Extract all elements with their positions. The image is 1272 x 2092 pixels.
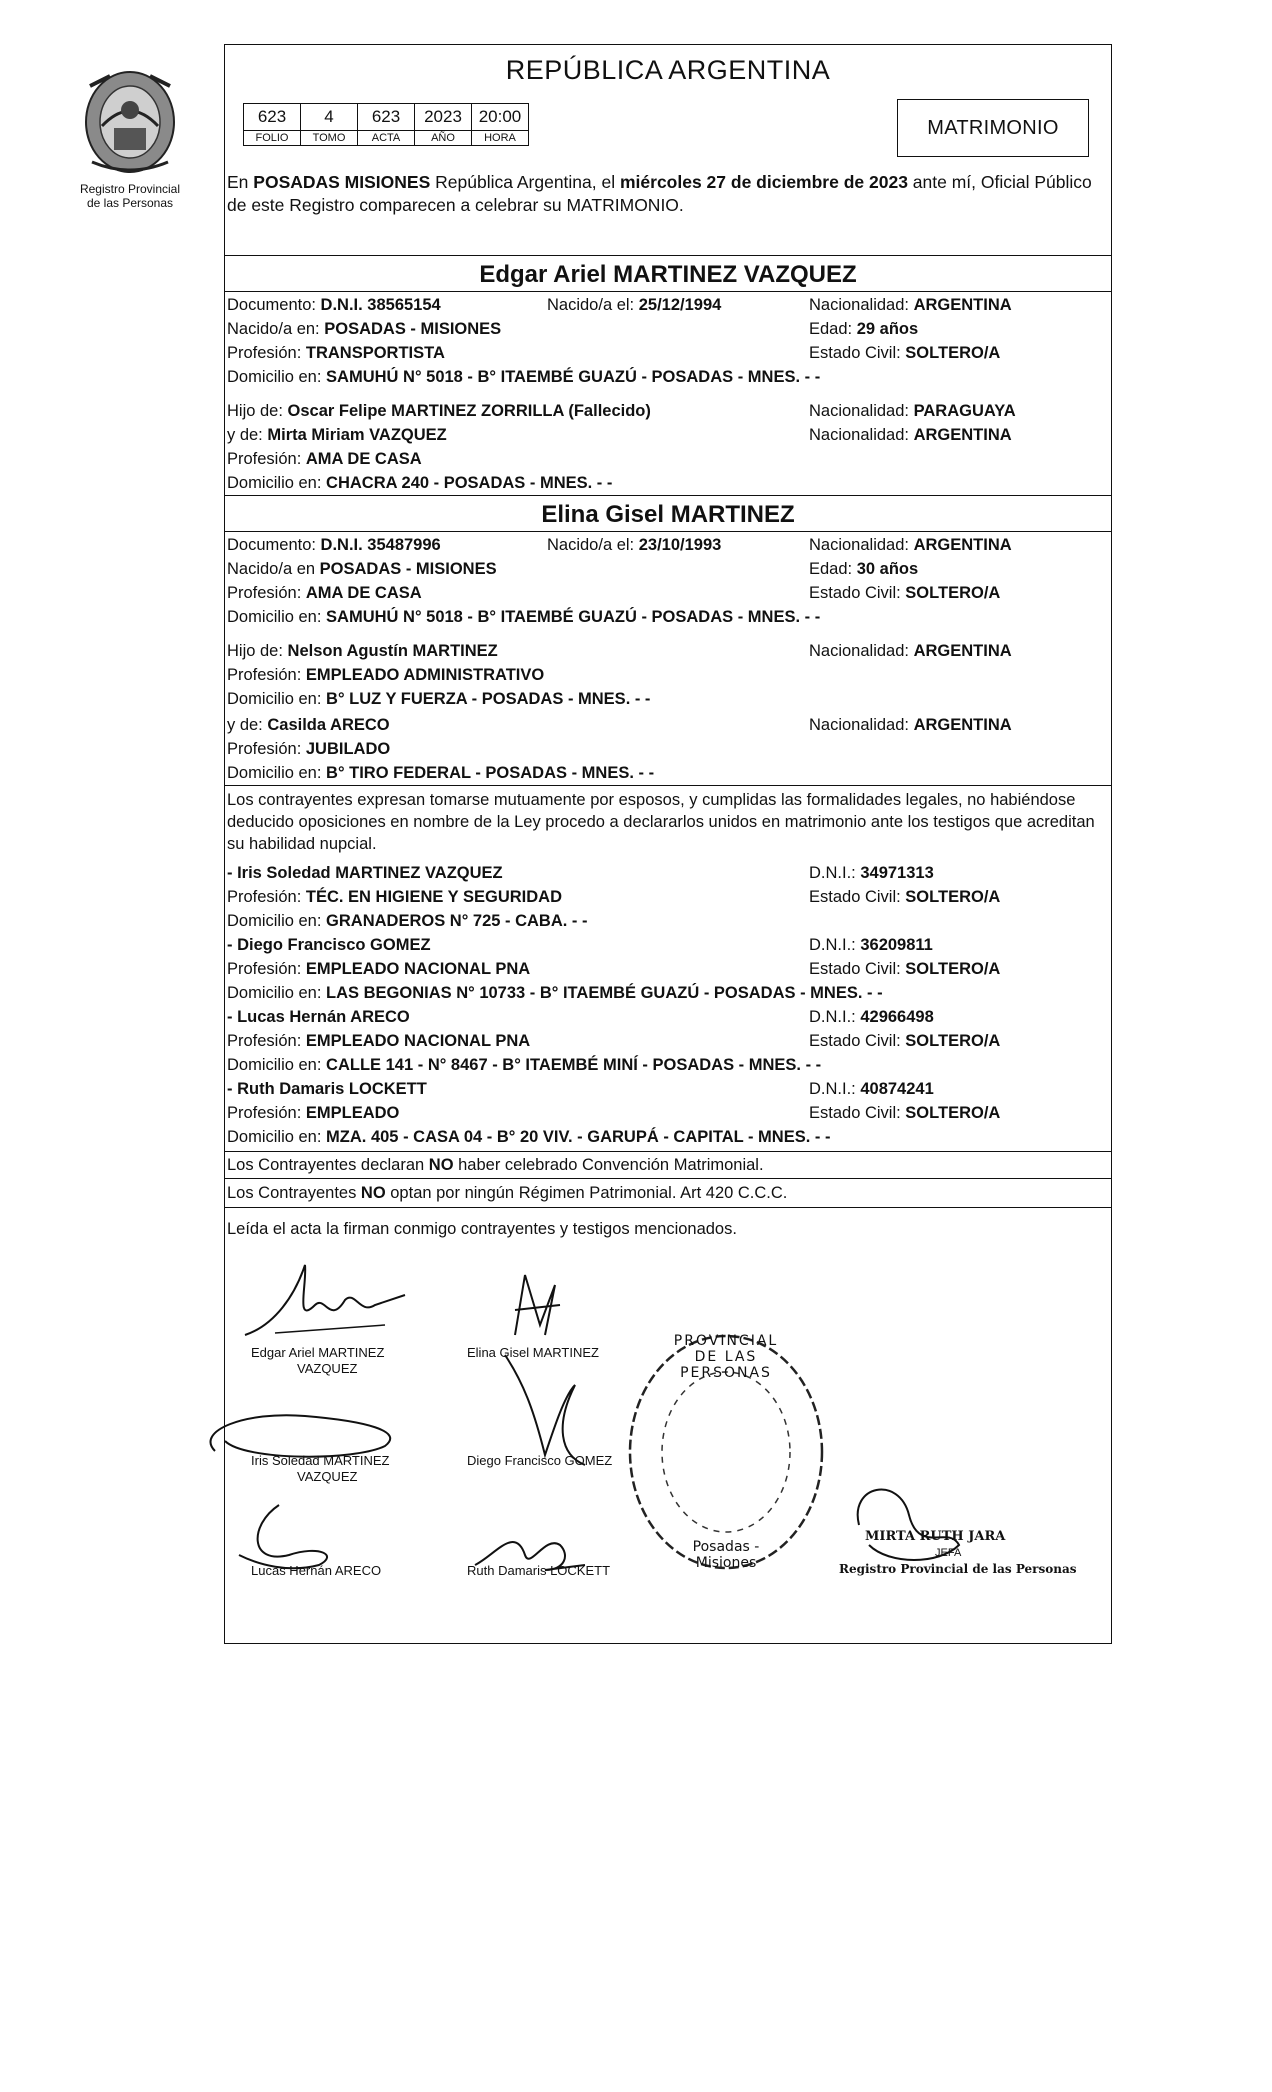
witness3-name xyxy=(227,1007,410,1027)
label: Profesión: xyxy=(227,960,306,978)
value: 23/10/1993 xyxy=(638,536,722,554)
divider xyxy=(225,531,1111,532)
label: D.N.I.: xyxy=(809,1080,861,1098)
label: Profesión: xyxy=(227,888,306,906)
label: Domicilio en: xyxy=(227,368,327,386)
text: VAZQUEZ xyxy=(297,1361,358,1376)
spouse2-mother-address xyxy=(227,763,654,783)
label: Estado Civil: xyxy=(809,584,906,602)
value: POSADAS - MISIONES xyxy=(324,320,502,338)
spouse1-address xyxy=(227,367,820,387)
convention-clause xyxy=(227,1155,764,1175)
label: Estado Civil: xyxy=(809,960,906,978)
signature-witness1-icon xyxy=(185,1401,425,1471)
value: ARGENTINA xyxy=(913,642,1012,660)
official-organization: Registro Provincial de las Personas xyxy=(839,1562,1077,1576)
witness3-civil-status xyxy=(809,1031,1000,1051)
value: D.N.I. 38565154 xyxy=(320,296,441,314)
value: AMA DE CASA xyxy=(305,584,422,602)
official-role: JEFA xyxy=(935,1547,962,1559)
value: 42966498 xyxy=(860,1008,934,1026)
signature-spouse2-icon xyxy=(495,1265,575,1345)
divider xyxy=(225,291,1111,292)
spouse1-mother-nationality xyxy=(809,425,1012,445)
spouse1-name: Edgar Ariel MARTINEZ VAZQUEZ xyxy=(479,261,857,288)
value: MZA. 405 - CASA 04 - B° 20 VIV. - GARUPÁ - CAPITAL - MNES. - - xyxy=(326,1128,831,1146)
witness1-name xyxy=(227,863,503,883)
label: Profesión: xyxy=(227,450,306,468)
signature-witness2-icon xyxy=(485,1345,605,1475)
witness2-address xyxy=(227,983,883,1003)
spouse2-birthdate xyxy=(547,535,721,555)
value: B° LUZ Y FUERZA - POSADAS - MNES. - - xyxy=(326,690,651,708)
label: D.N.I.: xyxy=(809,1008,861,1026)
label: Domicilio en: xyxy=(227,912,327,930)
label: Nacionalidad: xyxy=(809,642,914,660)
witness3-address xyxy=(227,1055,821,1075)
text: NO xyxy=(360,1184,386,1202)
value: EMPLEADO NACIONAL PNA xyxy=(305,1032,531,1050)
divider xyxy=(225,1151,1111,1152)
label: Domicilio en: xyxy=(227,608,327,626)
value: TRANSPORTISTA xyxy=(305,344,445,362)
value: SOLTERO/A xyxy=(905,1032,1001,1050)
label: Documento: xyxy=(227,536,321,554)
label: Estado Civil: xyxy=(809,344,906,362)
spouse2-mother xyxy=(227,715,390,735)
signature-name-witness3: Lucas Hernán ARECO xyxy=(251,1563,382,1578)
witness1-civil-status xyxy=(809,887,1000,907)
spouse1-age xyxy=(809,319,918,339)
label: Profesión: xyxy=(227,740,306,758)
signature-witness4-icon xyxy=(465,1515,585,1585)
label: Profesión: xyxy=(227,584,306,602)
page-title: REPÚBLICA ARGENTINA xyxy=(505,55,831,85)
text: Edgar Ariel MARTINEZ xyxy=(251,1345,385,1360)
value: SOLTERO/A xyxy=(905,584,1001,602)
spouse1-mother xyxy=(227,425,447,445)
value: PARAGUAYA xyxy=(913,402,1016,420)
divider xyxy=(225,785,1111,786)
witness2-civil-status xyxy=(809,959,1000,979)
tomo-label: TOMO xyxy=(301,131,358,146)
value: Oscar Felipe MARTINEZ ZORRILLA (Fallecido) xyxy=(287,402,651,420)
value: JUBILADO xyxy=(305,740,391,758)
text: Los Contrayentes declaran xyxy=(227,1156,429,1174)
label: Profesión: xyxy=(227,1104,306,1122)
value: Casilda ARECO xyxy=(267,716,390,734)
witness2-name xyxy=(227,935,431,955)
hora-label: HORA xyxy=(472,131,529,146)
spouse1-father-nationality xyxy=(809,401,1016,421)
value: 30 años xyxy=(856,560,919,578)
text: Los Contrayentes xyxy=(227,1184,361,1202)
value: ARGENTINA xyxy=(913,536,1012,554)
intro-text-3: ante mí, Oficial Público de este Registro comparecen a celebrar su MATRIMONIO. xyxy=(227,172,1092,215)
signature-spouse1-icon xyxy=(235,1255,415,1345)
label: Domicilio en: xyxy=(227,1056,327,1074)
declaration-paragraph: Los contrayentes expresan tomarse mutuamente por esposos, y cumplidas las formalidades legales, no habiéndose deducido oposiciones en nombre de la Ley procedo a declararlos unidos en matrimonio ante los testigos que acreditan su habilidad nupcial. xyxy=(227,791,1095,853)
label: Domicilio en: xyxy=(227,984,327,1002)
label: y de: xyxy=(227,716,268,734)
value: D.N.I. 35487996 xyxy=(320,536,441,554)
stamp-ring-text: PROVINCIAL DE LAS PERSONAS xyxy=(673,1333,779,1381)
issuer-caption-line1: Registro Provincial xyxy=(79,182,181,196)
value: 34971313 xyxy=(860,864,934,882)
hora-value: 20:00 xyxy=(472,104,529,131)
label: Profesión: xyxy=(227,1032,306,1050)
marriage-certificate xyxy=(224,44,1112,1644)
value: Mirta Miriam VAZQUEZ xyxy=(267,426,447,444)
value: ARGENTINA xyxy=(913,426,1012,444)
label: Nacionalidad: xyxy=(809,296,914,314)
spouse2-name: Elina Gisel MARTINEZ xyxy=(541,501,795,528)
stamp-inner-text: Posadas - Misiones xyxy=(692,1539,760,1571)
intro-place: POSADAS MISIONES xyxy=(253,172,431,192)
value: SAMUHÚ N° 5018 - B° ITAEMBÉ GUAZÚ - POSADAS - MNES. - - xyxy=(326,368,821,386)
label: Edad: xyxy=(809,560,857,578)
divider xyxy=(225,1178,1111,1179)
spouse2-civil-status xyxy=(809,583,1000,603)
label: Nacionalidad: xyxy=(809,426,914,444)
value: 29 años xyxy=(856,320,919,338)
signature-name-witness4: Ruth Damaris LOCKETT xyxy=(467,1563,611,1578)
label: Nacionalidad: xyxy=(809,402,914,420)
value: 40874241 xyxy=(860,1080,934,1098)
label: Edad: xyxy=(809,320,857,338)
label: Hijo de: xyxy=(227,642,288,660)
divider xyxy=(225,255,1111,256)
document-type-box: MATRIMONIO xyxy=(897,99,1089,157)
intro-text-1: En xyxy=(227,172,254,192)
spouse1-father xyxy=(227,401,651,421)
spouse2-age xyxy=(809,559,918,579)
label: Domicilio en: xyxy=(227,1128,327,1146)
label: Nacionalidad: xyxy=(809,536,914,554)
value: TÉC. EN HIGIENE Y SEGURIDAD xyxy=(305,888,562,906)
spouse2-address xyxy=(227,607,820,627)
regime-clause xyxy=(227,1183,787,1203)
spouse1-nationality xyxy=(809,295,1012,315)
spouse1-birthplace xyxy=(227,319,501,339)
value: - Ruth Damaris LOCKETT xyxy=(227,1080,427,1098)
label: D.N.I.: xyxy=(809,936,861,954)
spouse1-birthdate xyxy=(547,295,721,315)
label: Estado Civil: xyxy=(809,1104,906,1122)
witness2-profession xyxy=(227,959,530,979)
registry-stamp xyxy=(621,1327,831,1577)
spouse2-mother-profession xyxy=(227,739,390,759)
value: - Iris Soledad MARTINEZ VAZQUEZ xyxy=(227,864,503,882)
witness1-dni xyxy=(809,863,934,883)
witness4-civil-status xyxy=(809,1103,1000,1123)
acta-value: 623 xyxy=(358,104,415,131)
issuer-block xyxy=(52,66,208,210)
witness1-address xyxy=(227,911,588,931)
spouse1-profession xyxy=(227,343,445,363)
signature-name-spouse2: Elina Gisel MARTINEZ xyxy=(467,1345,599,1360)
value: - Lucas Hernán ARECO xyxy=(227,1008,410,1026)
spouse2-mother-nationality xyxy=(809,715,1012,735)
label: Profesión: xyxy=(227,344,306,362)
witness2-dni xyxy=(809,935,933,955)
official-name: MIRTA RUTH JARA xyxy=(865,1529,1006,1544)
witness4-address xyxy=(227,1127,830,1147)
value: ARGENTINA xyxy=(913,716,1012,734)
value: AMA DE CASA xyxy=(305,450,422,468)
folio-value: 623 xyxy=(244,104,301,131)
value: SOLTERO/A xyxy=(905,344,1001,362)
value: CHACRA 240 - POSADAS - MNES. - - xyxy=(326,474,613,492)
text: haber celebrado Convención Matrimonial. xyxy=(453,1156,764,1174)
value: ARGENTINA xyxy=(913,296,1012,314)
label: Estado Civil: xyxy=(809,888,906,906)
signature-name-witness2: Diego Francisco GOMEZ xyxy=(467,1453,613,1468)
acta-label: ACTA xyxy=(358,131,415,146)
value: - Diego Francisco GOMEZ xyxy=(227,936,431,954)
tomo-value: 4 xyxy=(301,104,358,131)
label: Nacido/a en xyxy=(227,560,320,578)
label: Profesión: xyxy=(227,666,306,684)
witness3-dni xyxy=(809,1007,934,1027)
signature-witness3-icon xyxy=(229,1495,349,1575)
value: 36209811 xyxy=(860,936,933,954)
value: CALLE 141 - N° 8467 - B° ITAEMBÉ MINÍ - POSADAS - MNES. - - xyxy=(326,1056,822,1074)
label: Domicilio en: xyxy=(227,764,327,782)
value: B° TIRO FEDERAL - POSADAS - MNES. - - xyxy=(326,764,655,782)
text: NO xyxy=(428,1156,454,1174)
label: Domicilio en: xyxy=(227,690,327,708)
label: Estado Civil: xyxy=(809,1032,906,1050)
divider xyxy=(225,495,1111,496)
intro-paragraph xyxy=(227,171,1107,217)
intro-text-2: República Argentina, el xyxy=(430,172,620,192)
spouse2-father-nationality xyxy=(809,641,1012,661)
label: Documento: xyxy=(227,296,321,314)
signature-name-spouse1 xyxy=(251,1345,384,1377)
label: Hijo de: xyxy=(227,402,288,420)
spouse2-birthplace xyxy=(227,559,497,579)
witness4-name xyxy=(227,1079,427,1099)
closing-statement: Leída el acta la firman conmigo contrayentes y testigos mencionados. xyxy=(227,1220,737,1238)
label: Nacionalidad: xyxy=(809,716,914,734)
value: SOLTERO/A xyxy=(905,888,1001,906)
spouse1-civil-status xyxy=(809,343,1000,363)
spouse2-father-address xyxy=(227,689,650,709)
anio-value: 2023 xyxy=(415,104,472,131)
witness3-profession xyxy=(227,1031,530,1051)
spouse2-father-profession xyxy=(227,665,544,685)
spouse2-document xyxy=(227,535,441,555)
value: 25/12/1994 xyxy=(638,296,722,314)
issuer-caption-line2: de las Personas xyxy=(86,196,174,210)
label: Nacido/a en: xyxy=(227,320,325,338)
label: y de: xyxy=(227,426,268,444)
folio-label: FOLIO xyxy=(244,131,301,146)
label: Domicilio en: xyxy=(227,474,327,492)
text: VAZQUEZ xyxy=(297,1469,358,1484)
label: Nacido/a el: xyxy=(547,536,639,554)
witness4-dni xyxy=(809,1079,934,1099)
spouse1-mother-address xyxy=(227,473,612,493)
label: D.N.I.: xyxy=(809,864,861,882)
anio-label: AÑO xyxy=(415,131,472,146)
divider xyxy=(225,1207,1111,1208)
spouse2-nationality xyxy=(809,535,1012,555)
witness4-profession xyxy=(227,1103,399,1123)
text: optan por ningún Régimen Patrimonial. Art 420 C.C.C. xyxy=(385,1184,788,1202)
value: Nelson Agustín MARTINEZ xyxy=(287,642,498,660)
witness1-profession xyxy=(227,887,562,907)
registry-table xyxy=(243,103,529,146)
value: POSADAS - MISIONES xyxy=(319,560,497,578)
value: EMPLEADO xyxy=(305,1104,400,1122)
value: EMPLEADO ADMINISTRATIVO xyxy=(305,666,545,684)
province-coat-of-arms-icon xyxy=(80,66,180,178)
value: SAMUHÚ N° 5018 - B° ITAEMBÉ GUAZÚ - POSADAS - MNES. - - xyxy=(326,608,821,626)
text: Iris Soledad MARTINEZ xyxy=(251,1453,390,1468)
label: Nacido/a el: xyxy=(547,296,639,314)
value: EMPLEADO NACIONAL PNA xyxy=(305,960,531,978)
spouse1-mother-profession xyxy=(227,449,422,469)
value: SOLTERO/A xyxy=(905,1104,1001,1122)
value: SOLTERO/A xyxy=(905,960,1001,978)
intro-date: miércoles 27 de diciembre de 2023 xyxy=(619,172,908,192)
value: GRANADEROS N° 725 - CABA. - - xyxy=(326,912,588,930)
spouse1-document xyxy=(227,295,441,315)
spouse2-father xyxy=(227,641,498,661)
value: LAS BEGONIAS N° 10733 - B° ITAEMBÉ GUAZÚ - POSADAS - MNES. - - xyxy=(326,984,883,1002)
spouse2-profession xyxy=(227,583,422,603)
